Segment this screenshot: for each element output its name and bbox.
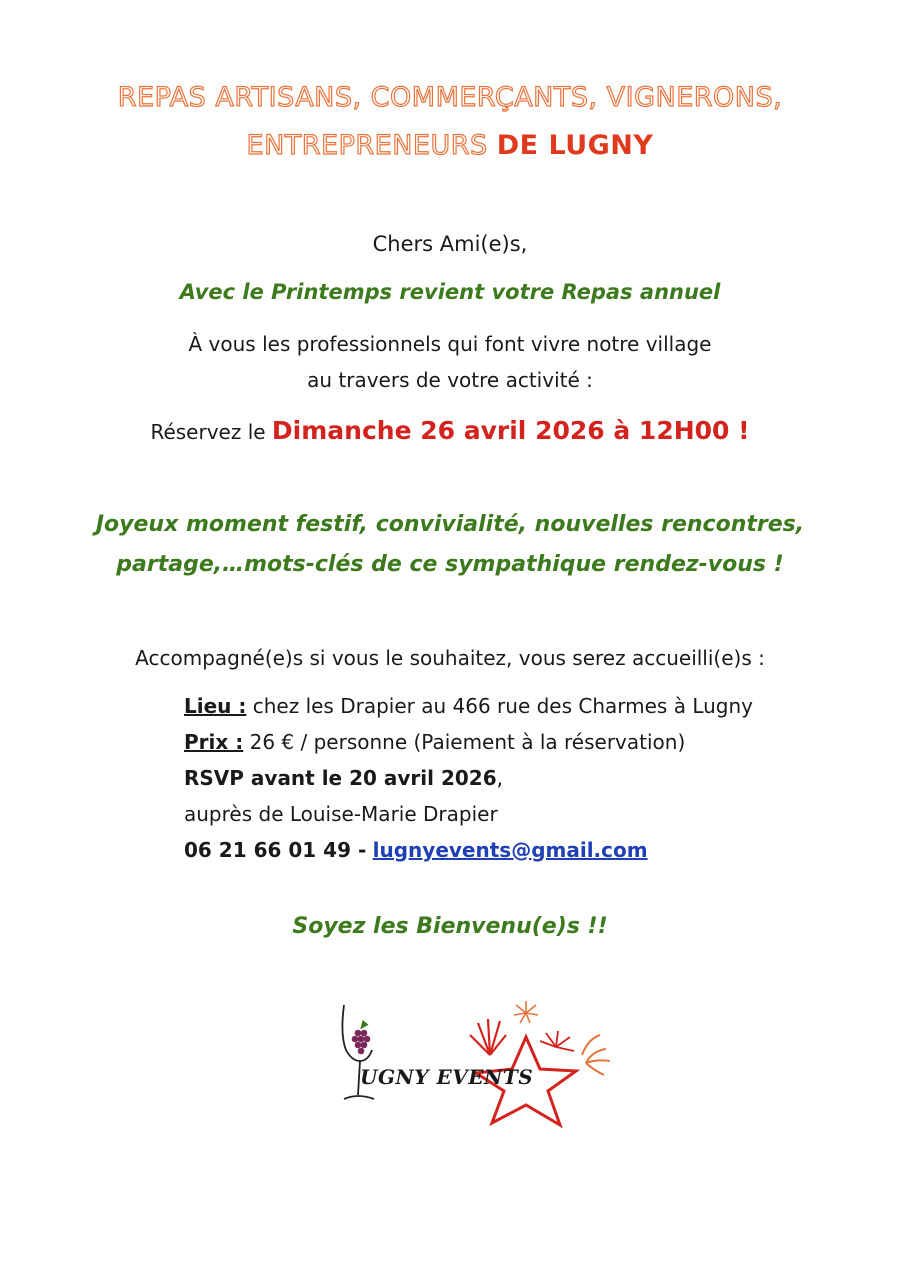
prix-label: Prix : [184,730,244,754]
email-link[interactable]: lugnyevents@gmail.com [372,838,648,862]
title-line-1 [0,82,900,113]
festif-line-1: Joyeux moment festif, convivialité, nouvelles rencontres, [95,512,805,537]
rsvp-row [184,760,753,796]
welcome-text: Soyez les Bienvenu(e)s !! [292,914,608,939]
reserve-date: Dimanche 26 avril 2026 à 12H00 ! [271,416,750,445]
lieu-label: Lieu : [184,694,247,718]
contact-person-row [184,796,753,832]
logo-text: UGNY EVENTS [360,1065,534,1089]
lieu-row [184,688,753,724]
prix-value: 26 € / personne (Paiement à la réservation) [249,730,686,754]
contact-person: auprès de Louise-Marie Drapier [184,802,498,826]
festif-line-2: partage,…mots-clés de ce sympathique rendez-vous ! [116,552,784,577]
phone-number: 06 21 66 01 49 - [184,838,367,862]
greeting: Chers Ami(e)s, [372,232,528,256]
title-line-2-strong: DE LUGNY [496,130,654,161]
intro-line-1: À vous les professionnels qui font vivre notre village [188,332,712,356]
lieu-value: chez les Drapier au 466 rue des Charmes à Lugny [252,694,753,718]
prix-row [184,724,753,760]
lugny-events-logo [330,995,620,1135]
intro-line-2: au travers de votre activité : [307,368,593,392]
title-line-2-outline: ENTREPRENEURS [246,130,488,161]
title-line-2 [0,130,900,161]
event-details [184,688,753,868]
accompagne-line: Accompagné(e)s si vous le souhaitez, vous serez accueilli(e)s : [135,646,765,670]
rsvp-text: RSVP avant le 20 avril 2026 [184,766,497,790]
rsvp-suffix: , [496,766,503,790]
title-line-1-text: REPAS ARTISANS, COMMERÇANTS, VIGNERONS, [117,82,783,113]
reserve-line [0,416,900,445]
reserve-prefix: Réservez le [150,420,266,444]
intro-highlight: Avec le Printemps revient votre Repas annuel [179,280,721,304]
contact-row [184,832,753,868]
